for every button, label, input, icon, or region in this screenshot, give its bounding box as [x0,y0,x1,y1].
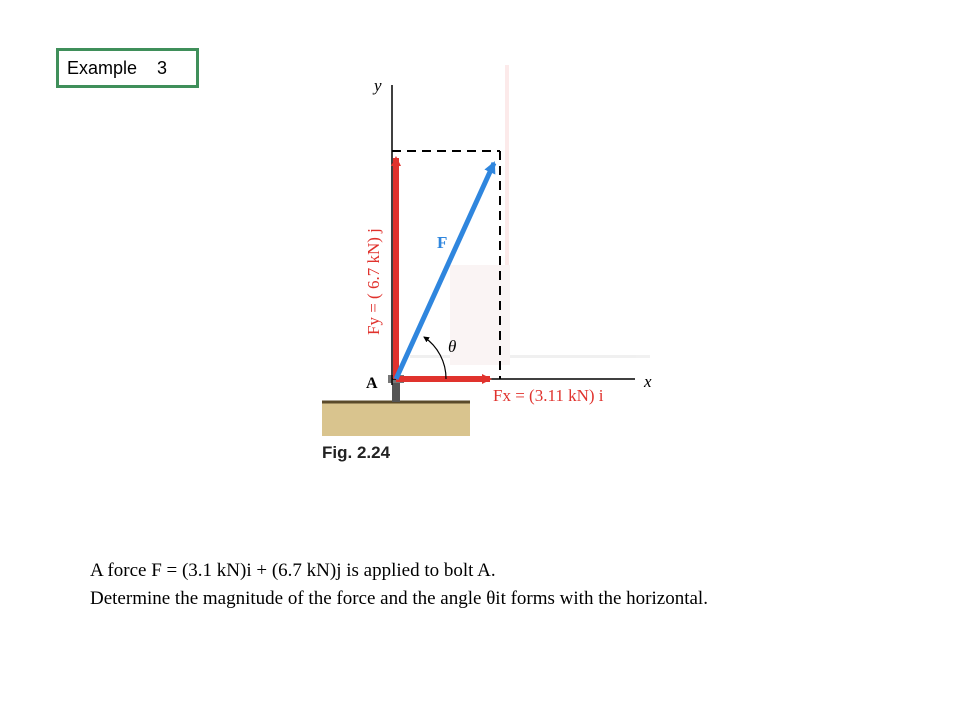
example-label-box [56,48,199,88]
problem-line-2: Determine the magnitude of the force and the angle θit forms with the horizontal. [90,588,708,609]
problem-statement [90,557,930,613]
point-a-label: A [366,375,378,392]
fy-label: Fy = ( 6.7 kN) j [364,228,383,335]
ground [322,402,470,436]
force-diagram [300,55,680,475]
x-axis-label: x [644,372,652,391]
example-number: 3 [157,57,168,78]
problem-line-1: A force F = (3.1 kN)i + (6.7 kN)j is applied to bolt A. [90,560,496,581]
angle-label: θ [448,337,457,356]
y-axis-label: y [374,76,382,95]
force-label: F [437,233,448,252]
bolt [392,380,400,402]
faded-background [410,65,650,365]
fx-label: Fx = (3.11 kN) i [493,386,604,405]
example-label: Example [67,57,138,78]
figure-caption: Fig. 2.24 [322,443,391,462]
force-figure [300,55,680,475]
